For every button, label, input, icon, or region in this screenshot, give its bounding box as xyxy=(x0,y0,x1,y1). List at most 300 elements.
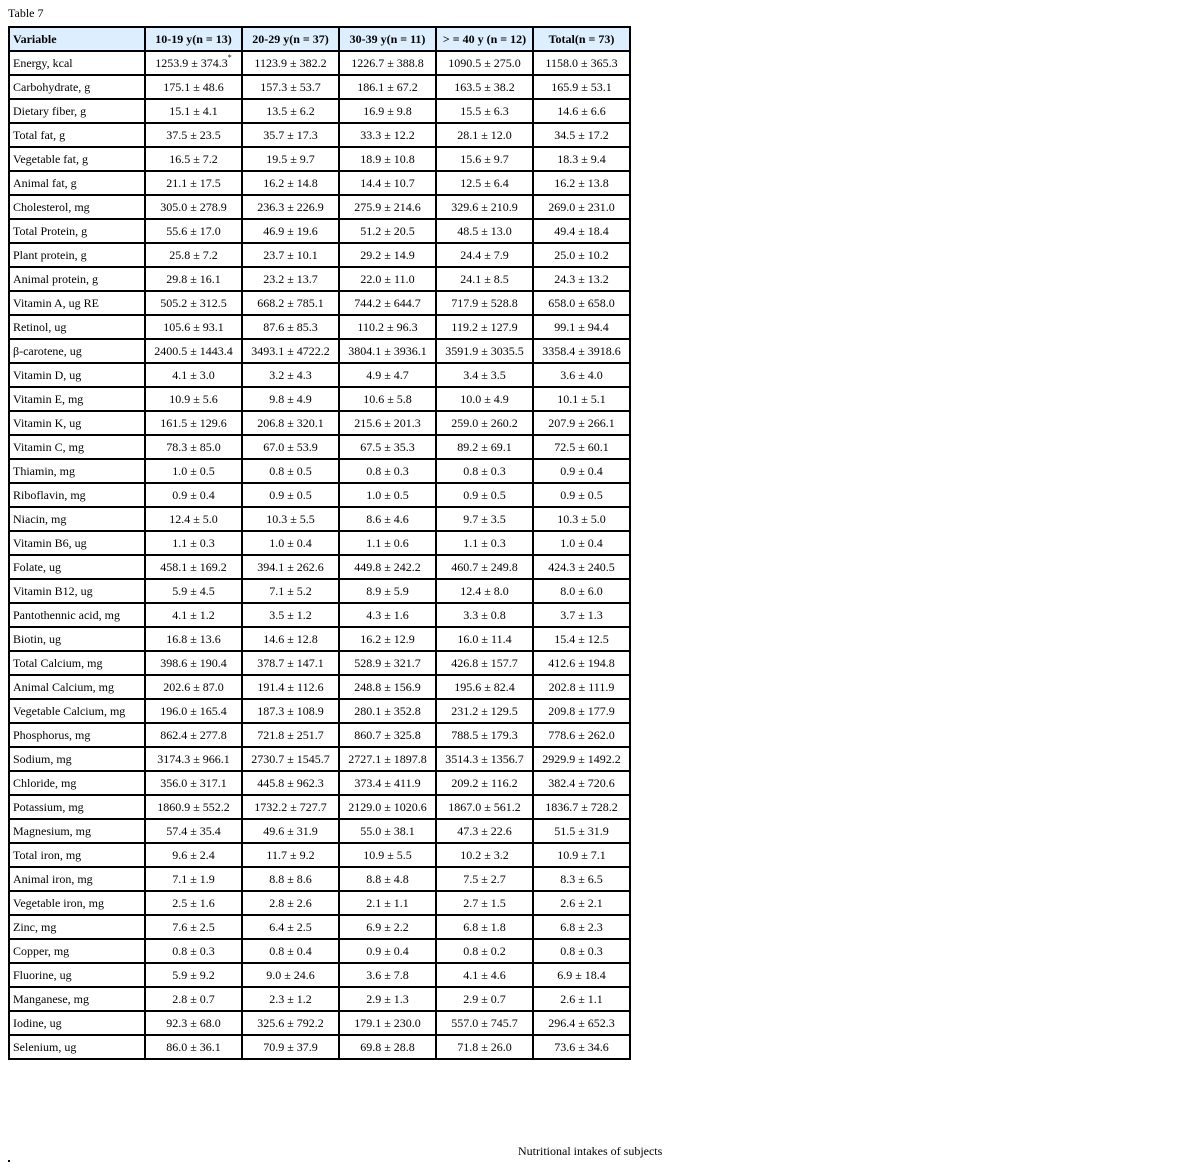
cell-value xyxy=(242,963,339,987)
cell-value xyxy=(436,843,533,867)
cell-value xyxy=(436,795,533,819)
table-row xyxy=(9,531,630,555)
cell-value-text: 15.5 ± 6.3 xyxy=(460,103,509,118)
cell-value-text: 458.1 ± 169.2 xyxy=(160,559,227,574)
column-header-20-29: 20-29 y(n = 37) xyxy=(242,27,339,51)
cell-value-text: 424.3 ± 240.5 xyxy=(548,559,615,574)
cell-value xyxy=(533,435,630,459)
cell-value-text: 2.8 ± 2.6 xyxy=(269,895,312,910)
cell-value xyxy=(436,579,533,603)
cell-value xyxy=(533,627,630,651)
cell-value xyxy=(145,747,242,771)
cell-value xyxy=(339,147,436,171)
cell-value xyxy=(145,531,242,555)
column-header-40-plus: > = 40 y (n = 12) xyxy=(436,27,533,51)
cell-value xyxy=(339,699,436,723)
cell-value xyxy=(339,219,436,243)
cell-value xyxy=(242,675,339,699)
cell-value xyxy=(242,267,339,291)
cell-value xyxy=(145,963,242,987)
cell-value xyxy=(339,507,436,531)
cell-value xyxy=(145,339,242,363)
cell-value-text: 398.6 ± 190.4 xyxy=(160,655,227,670)
cell-variable: Copper, mg xyxy=(9,939,145,963)
table-row xyxy=(9,819,630,843)
cell-value xyxy=(145,579,242,603)
cell-value-text: 48.5 ± 13.0 xyxy=(457,223,512,238)
cell-value xyxy=(242,531,339,555)
cell-value-text: 0.8 ± 0.3 xyxy=(172,943,215,958)
cell-variable: Vitamin A, ug RE xyxy=(9,291,145,315)
cell-value xyxy=(339,99,436,123)
cell-value xyxy=(436,435,533,459)
table-row xyxy=(9,435,630,459)
cell-value xyxy=(242,867,339,891)
cell-value-text: 10.1 ± 5.1 xyxy=(557,391,606,406)
cell-value xyxy=(242,843,339,867)
cell-variable: Total iron, mg xyxy=(9,843,145,867)
cell-value xyxy=(242,291,339,315)
cell-value-text: 356.0 ± 317.1 xyxy=(160,775,227,790)
cell-value-text: 0.9 ± 0.5 xyxy=(560,487,603,502)
table-row xyxy=(9,603,630,627)
cell-value-text: 24.1 ± 8.5 xyxy=(460,271,509,286)
cell-value-text: 206.8 ± 320.1 xyxy=(257,415,324,430)
cell-value xyxy=(242,435,339,459)
cell-value xyxy=(339,819,436,843)
cell-value-text: 1253.9 ± 374.3 xyxy=(155,55,228,70)
cell-value-text: 449.8 ± 242.2 xyxy=(354,559,421,574)
cell-value-text: 18.3 ± 9.4 xyxy=(557,151,606,166)
cell-value xyxy=(436,339,533,363)
cell-value-text: 10.3 ± 5.5 xyxy=(266,511,315,526)
cell-value xyxy=(533,579,630,603)
cell-value-text: 7.6 ± 2.5 xyxy=(172,919,215,934)
cell-value xyxy=(145,267,242,291)
cell-value-text: 2.6 ± 1.1 xyxy=(560,991,603,1006)
cell-value xyxy=(339,171,436,195)
cell-value xyxy=(436,771,533,795)
cell-variable: Plant protein, g xyxy=(9,243,145,267)
cell-variable: Phosphorus, mg xyxy=(9,723,145,747)
cell-value xyxy=(436,483,533,507)
cell-value xyxy=(339,579,436,603)
table-row xyxy=(9,51,630,75)
table-row xyxy=(9,243,630,267)
cell-value xyxy=(145,99,242,123)
cell-variable: Carbohydrate, g xyxy=(9,75,145,99)
cell-value xyxy=(436,963,533,987)
cell-value-text: 35.7 ± 17.3 xyxy=(263,127,318,142)
cell-variable: Vegetable Calcium, mg xyxy=(9,699,145,723)
cell-value-text: 51.5 ± 31.9 xyxy=(554,823,609,838)
cell-variable: Selenium, ug xyxy=(9,1035,145,1059)
cell-value xyxy=(242,699,339,723)
cell-value-text: 9.6 ± 2.4 xyxy=(172,847,215,862)
cell-value-text: 47.3 ± 22.6 xyxy=(457,823,512,838)
cell-value-text: 86.0 ± 36.1 xyxy=(166,1039,221,1054)
cell-value-text: 16.8 ± 13.6 xyxy=(166,631,221,646)
cell-value xyxy=(339,723,436,747)
cell-value xyxy=(533,459,630,483)
cell-value-text: 73.6 ± 34.6 xyxy=(554,1039,609,1054)
cell-value xyxy=(339,1011,436,1035)
cell-value xyxy=(145,987,242,1011)
cell-value-text: 105.6 ± 93.1 xyxy=(163,319,224,334)
cell-value xyxy=(436,723,533,747)
cell-value xyxy=(242,1035,339,1059)
table-row xyxy=(9,195,630,219)
cell-value-text: 14.4 ± 10.7 xyxy=(360,175,415,190)
cell-variable: Folate, ug xyxy=(9,555,145,579)
cell-value xyxy=(436,1011,533,1035)
cell-value-text: 157.3 ± 53.7 xyxy=(260,79,321,94)
cell-value xyxy=(533,387,630,411)
cell-value xyxy=(436,219,533,243)
cell-value xyxy=(533,507,630,531)
cell-value xyxy=(242,363,339,387)
stray-dot xyxy=(8,1160,10,1162)
table-row xyxy=(9,747,630,771)
cell-value-text: 269.0 ± 231.0 xyxy=(548,199,615,214)
cell-value xyxy=(339,411,436,435)
cell-value xyxy=(533,483,630,507)
cell-value xyxy=(436,315,533,339)
cell-value xyxy=(533,51,630,75)
table-row xyxy=(9,363,630,387)
cell-value-text: 3.3 ± 0.8 xyxy=(463,607,506,622)
cell-value xyxy=(242,339,339,363)
cell-value xyxy=(145,75,242,99)
cell-value xyxy=(242,723,339,747)
table-row xyxy=(9,723,630,747)
cell-value-text: 1.0 ± 0.5 xyxy=(366,487,409,502)
cell-value-text: 259.0 ± 260.2 xyxy=(451,415,518,430)
cell-value-text: 3.6 ± 4.0 xyxy=(560,367,603,382)
cell-value xyxy=(436,243,533,267)
cell-variable: Dietary fiber, g xyxy=(9,99,145,123)
cell-value xyxy=(242,651,339,675)
column-header-variable: Variable xyxy=(9,27,145,51)
cell-value-text: 12.5 ± 6.4 xyxy=(460,175,509,190)
table-row xyxy=(9,99,630,123)
cell-value-text: 14.6 ± 6.6 xyxy=(557,103,606,118)
cell-variable: Vitamin B12, ug xyxy=(9,579,145,603)
cell-value-text: 2.1 ± 1.1 xyxy=(366,895,409,910)
cell-value xyxy=(436,459,533,483)
cell-value-text: 0.8 ± 0.3 xyxy=(560,943,603,958)
cell-value-text: 10.9 ± 5.6 xyxy=(169,391,218,406)
table-row xyxy=(9,579,630,603)
table-row xyxy=(9,795,630,819)
cell-value xyxy=(339,75,436,99)
cell-value-text: 24.3 ± 13.2 xyxy=(554,271,609,286)
cell-value xyxy=(533,699,630,723)
cell-value xyxy=(436,387,533,411)
cell-value-text: 10.9 ± 7.1 xyxy=(557,847,606,862)
cell-value-text: 557.0 ± 745.7 xyxy=(451,1015,518,1030)
table-row xyxy=(9,123,630,147)
cell-value-text: 0.9 ± 0.5 xyxy=(463,487,506,502)
cell-value xyxy=(436,651,533,675)
cell-value-text: 1.1 ± 0.3 xyxy=(172,535,215,550)
cell-value xyxy=(533,339,630,363)
cell-variable: Manganese, mg xyxy=(9,987,145,1011)
cell-value-text: 119.2 ± 127.9 xyxy=(451,319,518,334)
table-row xyxy=(9,387,630,411)
cell-value-text: 10.0 ± 4.9 xyxy=(460,391,509,406)
cell-value-text: 16.5 ± 7.2 xyxy=(169,151,218,166)
cell-value-text: 78.3 ± 85.0 xyxy=(166,439,221,454)
cell-value-text: 4.9 ± 4.7 xyxy=(366,367,409,382)
cell-value xyxy=(145,387,242,411)
cell-value-text: 3.6 ± 7.8 xyxy=(366,967,409,982)
cell-value xyxy=(436,603,533,627)
cell-value-text: 89.2 ± 69.1 xyxy=(457,439,512,454)
cell-value xyxy=(533,195,630,219)
cell-value xyxy=(339,1035,436,1059)
column-header-30-39: 30-39 y(n = 11) xyxy=(339,27,436,51)
cell-variable: Thiamin, mg xyxy=(9,459,145,483)
cell-value xyxy=(339,531,436,555)
cell-value-text: 8.0 ± 6.0 xyxy=(560,583,603,598)
cell-value-text: 70.9 ± 37.9 xyxy=(263,1039,318,1054)
cell-value-text: 23.7 ± 10.1 xyxy=(263,247,318,262)
cell-value xyxy=(145,891,242,915)
cell-value-text: 5.9 ± 4.5 xyxy=(172,583,215,598)
cell-value-text: 721.8 ± 251.7 xyxy=(257,727,324,742)
cell-value xyxy=(145,315,242,339)
cell-value-text: 7.1 ± 1.9 xyxy=(172,871,215,886)
cell-variable: Niacin, mg xyxy=(9,507,145,531)
cell-value xyxy=(436,747,533,771)
table-row xyxy=(9,651,630,675)
column-header-total: Total(n = 73) xyxy=(533,27,630,51)
table-row xyxy=(9,963,630,987)
cell-value-text: 231.2 ± 129.5 xyxy=(451,703,518,718)
cell-variable: Potassium, mg xyxy=(9,795,145,819)
cell-value-text: 191.4 ± 112.6 xyxy=(257,679,324,694)
cell-variable: Vitamin E, mg xyxy=(9,387,145,411)
cell-value xyxy=(145,795,242,819)
cell-value xyxy=(242,459,339,483)
cell-value xyxy=(533,651,630,675)
cell-value-text: 668.2 ± 785.1 xyxy=(257,295,324,310)
cell-value xyxy=(145,939,242,963)
table-row xyxy=(9,339,630,363)
cell-value-text: 25.0 ± 10.2 xyxy=(554,247,609,262)
cell-value xyxy=(533,819,630,843)
cell-variable: Riboflavin, mg xyxy=(9,483,145,507)
cell-value xyxy=(533,75,630,99)
cell-value-text: 67.0 ± 53.9 xyxy=(263,439,318,454)
cell-value xyxy=(436,699,533,723)
cell-value-text: 0.9 ± 0.4 xyxy=(560,463,603,478)
cell-value-text: 275.9 ± 214.6 xyxy=(354,199,421,214)
cell-value-text: 1.0 ± 0.5 xyxy=(172,463,215,478)
cell-value-text: 6.9 ± 18.4 xyxy=(557,967,606,982)
cell-value-text: 3358.4 ± 3918.6 xyxy=(542,343,621,358)
cell-value-text: 67.5 ± 35.3 xyxy=(360,439,415,454)
cell-value xyxy=(436,891,533,915)
cell-value-text: 29.8 ± 16.1 xyxy=(166,271,221,286)
cell-value xyxy=(339,603,436,627)
cell-variable: Magnesium, mg xyxy=(9,819,145,843)
cell-value xyxy=(339,891,436,915)
cell-value-text: 2.8 ± 0.7 xyxy=(172,991,215,1006)
cell-value-text: 280.1 ± 352.8 xyxy=(354,703,421,718)
cell-variable: Zinc, mg xyxy=(9,915,145,939)
cell-value xyxy=(242,99,339,123)
table-body xyxy=(9,51,630,1059)
cell-value-text: 99.1 ± 94.4 xyxy=(554,319,609,334)
cell-value-text: 33.3 ± 12.2 xyxy=(360,127,415,142)
cell-value xyxy=(436,291,533,315)
cell-value xyxy=(339,867,436,891)
cell-value-text: 55.6 ± 17.0 xyxy=(166,223,221,238)
cell-value-text: 14.6 ± 12.8 xyxy=(263,631,318,646)
cell-value-text: 8.9 ± 5.9 xyxy=(366,583,409,598)
cell-value xyxy=(533,267,630,291)
cell-value-text: 4.1 ± 3.0 xyxy=(172,367,215,382)
cell-variable: Animal iron, mg xyxy=(9,867,145,891)
cell-value xyxy=(242,171,339,195)
cell-value xyxy=(533,771,630,795)
cell-value xyxy=(436,123,533,147)
cell-value xyxy=(145,51,242,75)
table-row xyxy=(9,627,630,651)
cell-variable: β-carotene, ug xyxy=(9,339,145,363)
cell-value-text: 25.8 ± 7.2 xyxy=(169,247,218,262)
cell-value xyxy=(339,795,436,819)
cell-value xyxy=(436,99,533,123)
cell-value-text: 0.8 ± 0.3 xyxy=(463,463,506,478)
table-row xyxy=(9,267,630,291)
cell-value-text: 8.8 ± 4.8 xyxy=(366,871,409,886)
cell-variable: Chloride, mg xyxy=(9,771,145,795)
cell-value xyxy=(242,243,339,267)
cell-value-text: 71.8 ± 26.0 xyxy=(457,1039,512,1054)
cell-value xyxy=(242,603,339,627)
cell-value-text: 1226.7 ± 388.8 xyxy=(351,55,424,70)
cell-value-text: 22.0 ± 11.0 xyxy=(360,271,415,286)
cell-value xyxy=(436,915,533,939)
cell-value xyxy=(533,891,630,915)
cell-value xyxy=(533,915,630,939)
cell-value-text: 202.8 ± 111.9 xyxy=(548,679,615,694)
cell-value xyxy=(533,171,630,195)
cell-value xyxy=(436,987,533,1011)
cell-value-text: 5.9 ± 9.2 xyxy=(172,967,215,982)
cell-value xyxy=(436,411,533,435)
cell-value-text: 0.9 ± 0.4 xyxy=(366,943,409,958)
cell-value-text: 3.4 ± 3.5 xyxy=(463,367,506,382)
cell-value-text: 0.9 ± 0.4 xyxy=(172,487,215,502)
cell-value xyxy=(533,939,630,963)
cell-value-text: 10.2 ± 3.2 xyxy=(460,847,509,862)
cell-value-text: 37.5 ± 23.5 xyxy=(166,127,221,142)
cell-value xyxy=(339,267,436,291)
cell-value xyxy=(436,147,533,171)
cell-value-text: 28.1 ± 12.0 xyxy=(457,127,512,142)
table-label: Table 7 xyxy=(8,6,44,20)
cell-value xyxy=(339,195,436,219)
cell-value xyxy=(145,291,242,315)
cell-value xyxy=(533,315,630,339)
table-row xyxy=(9,1011,630,1035)
cell-value-text: 4.1 ± 4.6 xyxy=(463,967,506,982)
cell-value xyxy=(339,675,436,699)
cell-variable: Vegetable fat, g xyxy=(9,147,145,171)
cell-value xyxy=(339,939,436,963)
cell-value xyxy=(339,435,436,459)
cell-value xyxy=(533,291,630,315)
cell-value xyxy=(242,147,339,171)
cell-variable: Animal protein, g xyxy=(9,267,145,291)
cell-value xyxy=(436,1035,533,1059)
cell-variable: Total Protein, g xyxy=(9,219,145,243)
cell-value-text: 3493.1 ± 4722.2 xyxy=(251,343,330,358)
cell-value xyxy=(436,75,533,99)
cell-value-text: 161.5 ± 129.6 xyxy=(160,415,227,430)
cell-value-text: 195.6 ± 82.4 xyxy=(454,679,515,694)
table-row xyxy=(9,555,630,579)
cell-value-text: 0.8 ± 0.4 xyxy=(269,943,312,958)
cell-value-text: 10.6 ± 5.8 xyxy=(363,391,412,406)
cell-value-text: 505.2 ± 312.5 xyxy=(160,295,227,310)
table-caption: Nutritional intakes of subjects xyxy=(518,1144,663,1158)
cell-value-text: 528.9 ± 321.7 xyxy=(354,655,421,670)
cell-variable: Vitamin D, ug xyxy=(9,363,145,387)
cell-value-text: 92.3 ± 68.0 xyxy=(166,1015,221,1030)
cell-variable: Vegetable iron, mg xyxy=(9,891,145,915)
cell-value xyxy=(145,627,242,651)
cell-value xyxy=(339,747,436,771)
cell-value xyxy=(339,291,436,315)
cell-value-text: 2.7 ± 1.5 xyxy=(463,895,506,910)
cell-variable: Sodium, mg xyxy=(9,747,145,771)
cell-value xyxy=(436,675,533,699)
cell-value xyxy=(533,219,630,243)
cell-value xyxy=(533,243,630,267)
cell-value xyxy=(145,435,242,459)
cell-value xyxy=(339,771,436,795)
cell-value-text: 16.9 ± 9.8 xyxy=(363,103,412,118)
cell-value-text: 15.1 ± 4.1 xyxy=(169,103,218,118)
cell-value-text: 3.5 ± 1.2 xyxy=(269,607,312,622)
cell-value-text: 7.1 ± 5.2 xyxy=(269,583,312,598)
cell-value-text: 186.1 ± 67.2 xyxy=(357,79,418,94)
table-row xyxy=(9,171,630,195)
cell-value-text: 0.8 ± 0.2 xyxy=(463,943,506,958)
cell-value-text: 0.8 ± 0.5 xyxy=(269,463,312,478)
cell-value-text: 15.6 ± 9.7 xyxy=(460,151,509,166)
cell-value-text: 179.1 ± 230.0 xyxy=(354,1015,421,1030)
cell-value xyxy=(339,459,436,483)
footnote-marker: * xyxy=(227,52,232,62)
cell-value xyxy=(533,987,630,1011)
cell-value-text: 16.2 ± 12.9 xyxy=(360,631,415,646)
cell-value xyxy=(339,555,436,579)
cell-value-text: 209.8 ± 177.9 xyxy=(548,703,615,718)
table-row xyxy=(9,915,630,939)
cell-value xyxy=(242,411,339,435)
cell-variable: Vitamin B6, ug xyxy=(9,531,145,555)
cell-value-text: 72.5 ± 60.1 xyxy=(554,439,609,454)
cell-value-text: 215.6 ± 201.3 xyxy=(354,415,421,430)
cell-value xyxy=(339,339,436,363)
cell-value xyxy=(533,867,630,891)
